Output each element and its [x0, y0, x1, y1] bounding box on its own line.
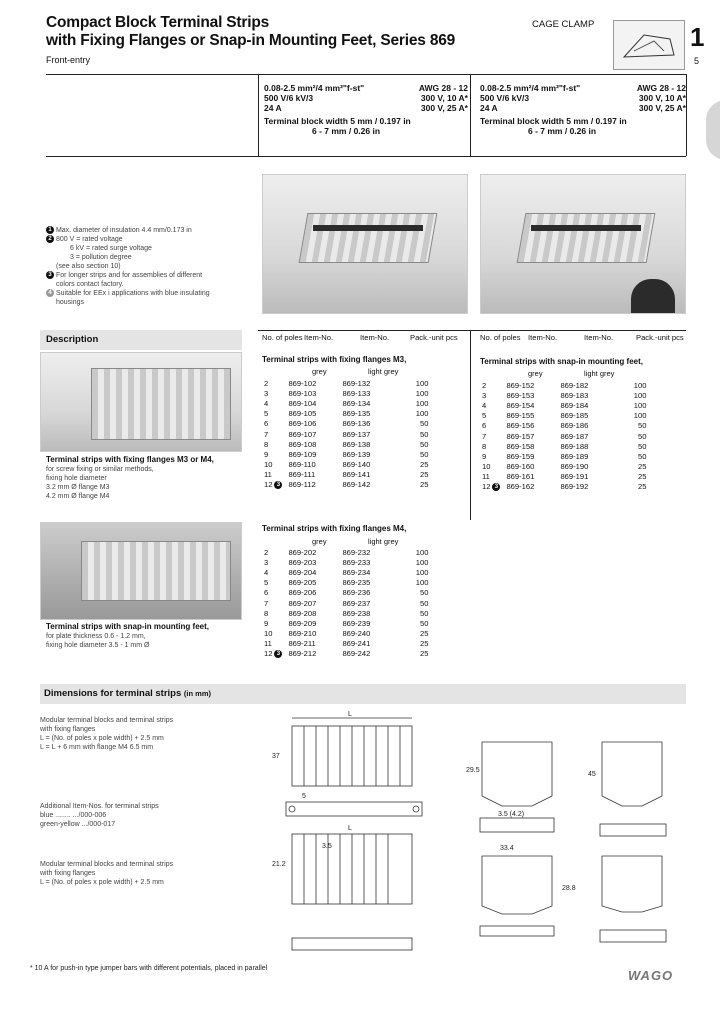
- table-row: [480, 472, 648, 482]
- description-photo-snap: [40, 522, 242, 620]
- table-row: [262, 608, 430, 618]
- dimension-notes-3: Modular terminal blocks and terminal strips with fixing flanges L = (No. of poles x pole width) + 2.5 mm: [40, 861, 174, 886]
- dimension-label: L: [348, 825, 352, 832]
- table-row: [262, 378, 430, 388]
- table-cell: 869-107: [288, 429, 317, 439]
- wago-logo: WAGO: [628, 968, 674, 983]
- table-cell: 869-202: [288, 547, 317, 557]
- description-photo-flange: [40, 352, 242, 452]
- table-row: [262, 480, 430, 490]
- dimension-label: 3.5 (4.2): [498, 811, 525, 818]
- table-cell: 869-161: [506, 472, 535, 482]
- product-photo-snap: [480, 174, 686, 314]
- table-cell: 100: [415, 398, 429, 408]
- table-cell: 869-152: [506, 380, 535, 390]
- table-cell: 50: [420, 449, 429, 459]
- table-cell: 50: [638, 441, 647, 451]
- table-cell: 869-206: [288, 588, 317, 598]
- table-cell: 25: [638, 482, 647, 492]
- table-cell: 11: [264, 639, 272, 649]
- page-number: 1: [690, 22, 705, 52]
- dimension-label: 3.5: [322, 843, 332, 850]
- brand-tag: CAGE CLAMP: [532, 19, 595, 30]
- table-cell: 50: [420, 439, 429, 449]
- table-cell: 9: [482, 451, 487, 461]
- table-row: [480, 441, 648, 451]
- table-cell: 869-232: [342, 547, 371, 557]
- table-cell: 869-239: [342, 618, 371, 628]
- table-cell: 869-111: [288, 470, 316, 480]
- table-row: [262, 460, 430, 470]
- light-grey-label-right: light grey: [584, 369, 615, 378]
- table-cell: 7: [264, 429, 269, 439]
- table-cell: 4: [264, 398, 269, 408]
- table-cell: 869-132: [342, 378, 371, 388]
- table-cell: 100: [415, 547, 429, 557]
- dimension-label: 28.8: [562, 885, 576, 892]
- table-cell: 869-208: [288, 608, 317, 618]
- table-cell: 4: [482, 400, 487, 410]
- table-cell: 12 3: [262, 649, 284, 659]
- table-cell: 869-191: [560, 472, 589, 482]
- table-cell: 869-159: [506, 451, 535, 461]
- table-row: [480, 462, 648, 472]
- title-line-2: with Fixing Flanges or Snap-in Mounting Feet, Series 869: [46, 32, 456, 49]
- dimension-label: 29.5: [466, 767, 480, 774]
- table-row: [480, 411, 648, 421]
- table-cell: 869-160: [506, 462, 535, 472]
- table-cell: 100: [415, 409, 429, 419]
- dimension-label: 5: [302, 793, 306, 800]
- table-row: [262, 547, 430, 557]
- table-cell: 7: [482, 431, 487, 441]
- table-cell: 869-234: [342, 567, 371, 577]
- table-cell: 5: [482, 411, 487, 421]
- table-cell: 100: [633, 400, 647, 410]
- tab-marker: [706, 100, 720, 160]
- table-cell: 869-192: [560, 482, 589, 492]
- dimension-label: 21.2: [272, 861, 286, 868]
- table-cell: 10: [264, 629, 273, 639]
- table-cell: 50: [420, 608, 429, 618]
- table-cell: 869-162: [506, 482, 535, 492]
- table-cell: 869-134: [342, 398, 371, 408]
- description-header: Description: [40, 330, 242, 350]
- table-cell: 50: [638, 421, 647, 431]
- table-row: [262, 419, 430, 429]
- table-row: [262, 470, 430, 480]
- table-cell: 869-155: [506, 411, 535, 421]
- table-cell: 869-205: [288, 578, 317, 588]
- table-cell: 869-154: [506, 400, 535, 410]
- table-cell: 869-210: [288, 629, 317, 639]
- table-row: [262, 598, 430, 608]
- table-cell: 3: [482, 390, 487, 400]
- table-row: [262, 588, 430, 598]
- table-cell: 869-153: [506, 390, 535, 400]
- caption-snap: Terminal strips with snap-in mounting feet, for plate thickness 0.6 - 1.2 mm, fixing hole diameter 3.5 - 1 mm Ø: [46, 622, 209, 649]
- table-cell: 869-108: [288, 439, 317, 449]
- table-cell: 869-109: [288, 449, 317, 459]
- table-m3: [262, 378, 430, 490]
- table-row: [480, 390, 648, 400]
- table-cell: 869-185: [560, 411, 589, 421]
- product-photo-flange: [262, 174, 468, 314]
- table-cell: 7: [264, 598, 269, 608]
- table-cell: 869-235: [342, 578, 371, 588]
- table-cell: 869-238: [342, 608, 371, 618]
- table-cell: 869-157: [506, 431, 535, 441]
- table-row: [480, 421, 648, 431]
- table-cell: 50: [420, 419, 429, 429]
- table-cell: 12 3: [262, 480, 284, 490]
- table-row: [262, 409, 430, 419]
- grey-label-m4: grey: [312, 537, 327, 546]
- table-cell: 100: [415, 557, 429, 567]
- table-cell: 869-138: [342, 439, 371, 449]
- table-cell: 869-139: [342, 449, 371, 459]
- table-cell: 4: [264, 567, 269, 577]
- table-cell: 869-142: [342, 480, 371, 490]
- table-cell: 10: [482, 462, 491, 472]
- table-row: [262, 567, 430, 577]
- table-cell: 25: [420, 649, 429, 659]
- table-cell: 9: [264, 618, 269, 628]
- table-cell: 869-207: [288, 598, 317, 608]
- table-row: [262, 449, 430, 459]
- table-cell: 11: [482, 472, 490, 482]
- table-cell: 869-135: [342, 409, 371, 419]
- table-cell: 869-186: [560, 421, 589, 431]
- table-cell: 3: [264, 557, 269, 567]
- table-cell: 869-190: [560, 462, 589, 472]
- table-cell: 3: [264, 388, 269, 398]
- table-cell: 25: [638, 472, 647, 482]
- table-cell: 869-156: [506, 421, 535, 431]
- table-cell: 869-233: [342, 557, 371, 567]
- table-cell: 8: [482, 441, 487, 451]
- table-cell: 100: [415, 578, 429, 588]
- table-m4: [262, 547, 430, 659]
- table-cell: 100: [415, 567, 429, 577]
- dimensions-header: Dimensions for terminal strips (in mm): [40, 684, 686, 704]
- table-row: [262, 618, 430, 628]
- table-header-right: No. of poles Item-No. Item-No. Pack.-unit pcs: [480, 333, 684, 342]
- table-cell: 869-137: [342, 429, 371, 439]
- notes: 1 Max. diameter of insulation 4.4 mm/0.173 in 2 800 V = rated voltage 6 kV = rated surge voltage 3 = pollution degree (see also section 10) 3 For longer strips and for assemblies of different colors contact factory. 4 Suitable for EEx i applications with blue insulating housings: [46, 226, 251, 307]
- table-row: [262, 629, 430, 639]
- table-cell: 869-104: [288, 398, 317, 408]
- table-cell: 869-188: [560, 441, 589, 451]
- table-cell: 869-211: [288, 639, 316, 649]
- table-cell: 2: [264, 378, 269, 388]
- spec-right: 0.08-2.5 mm²/4 mm²"f-st" AWG 28 - 12 500 V/6 kV/3 300 V, 10 A* 24 A 300 V, 25 A* Terminal block width 5 mm / 0.197 in 6 - 7 mm / 0.26 in: [480, 83, 686, 136]
- table-m4-title: Terminal strips with fixing flanges M4,: [262, 524, 407, 533]
- table-cell: 8: [264, 439, 269, 449]
- table-cell: 869-102: [288, 378, 317, 388]
- table-cell: 5: [264, 578, 269, 588]
- table-cell: 5: [264, 409, 269, 419]
- table-cell: 869-203: [288, 557, 317, 567]
- table-snap: [480, 380, 648, 492]
- table-cell: 6: [482, 421, 487, 431]
- footnote: * 10 A for push-in type jumper bars with different potentials, placed in parallel: [30, 965, 268, 972]
- table-cell: 869-240: [342, 629, 371, 639]
- table-cell: 869-141: [342, 470, 371, 480]
- table-snap-title: Terminal strips with snap-in mounting feet,: [480, 357, 643, 366]
- table-cell: 869-182: [560, 380, 589, 390]
- table-cell: 869-112: [288, 480, 316, 490]
- table-row: [262, 439, 430, 449]
- table-cell: 50: [638, 431, 647, 441]
- dimension-label: 45: [588, 771, 596, 778]
- dimension-notes-1: Modular terminal blocks and terminal strips with fixing flanges L = (No. of poles x pole width) + 2.5 mm L = L + 6 mm with flange M4 6.5 mm: [40, 717, 174, 751]
- table-cell: 869-158: [506, 441, 535, 451]
- table-cell: 50: [420, 429, 429, 439]
- table-cell: 869-103: [288, 388, 317, 398]
- table-cell: 8: [264, 608, 269, 618]
- table-cell: 869-183: [560, 390, 589, 400]
- table-cell: 869-204: [288, 567, 317, 577]
- table-row: [262, 388, 430, 398]
- table-row: [262, 639, 430, 649]
- table-cell: 6: [264, 588, 269, 598]
- page-sub: 5: [694, 56, 700, 66]
- table-cell: 25: [420, 470, 429, 480]
- table-row: [262, 557, 430, 567]
- table-cell: 100: [415, 378, 429, 388]
- dimension-label: L: [348, 711, 352, 718]
- table-row: [262, 649, 430, 659]
- clamp-illustration: [613, 20, 685, 70]
- table-cell: 25: [638, 462, 647, 472]
- table-cell: 50: [638, 451, 647, 461]
- table-header-left: No. of poles Item-No. Item-No. Pack.-unit pcs: [262, 333, 458, 342]
- table-row: [480, 431, 648, 441]
- grey-label-right: grey: [528, 369, 543, 378]
- table-cell: 25: [420, 629, 429, 639]
- table-row: [262, 578, 430, 588]
- table-cell: 869-133: [342, 388, 371, 398]
- table-cell: 50: [420, 618, 429, 628]
- table-m3-title: Terminal strips with fixing flanges M3,: [262, 355, 407, 364]
- table-cell: 869-237: [342, 598, 371, 608]
- table-cell: 2: [264, 547, 269, 557]
- table-cell: 869-105: [288, 409, 317, 419]
- table-cell: 25: [420, 639, 429, 649]
- table-cell: 869-110: [288, 460, 316, 470]
- table-row: [480, 451, 648, 461]
- table-cell: 869-136: [342, 419, 371, 429]
- table-cell: 2: [482, 380, 487, 390]
- dimension-label: 37: [272, 753, 280, 760]
- table-cell: 869-212: [288, 649, 317, 659]
- dimension-label: 33.4: [500, 845, 514, 852]
- table-cell: 869-187: [560, 431, 589, 441]
- table-cell: 100: [633, 390, 647, 400]
- table-row: [480, 482, 648, 492]
- table-cell: 869-140: [342, 460, 371, 470]
- table-row: [262, 398, 430, 408]
- table-cell: 25: [420, 460, 429, 470]
- table-cell: 10: [264, 460, 273, 470]
- table-row: [480, 400, 648, 410]
- title-line-1: Compact Block Terminal Strips: [46, 14, 270, 31]
- table-row: [480, 380, 648, 390]
- table-cell: 50: [420, 598, 429, 608]
- table-cell: 100: [415, 388, 429, 398]
- table-cell: 869-189: [560, 451, 589, 461]
- caption-flange: Terminal strips with fixing flanges M3 or M4, for screw fixing or similar methods, fixing hole diameter 3.2 mm Ø flange M3 4.2 mm Ø flange M4: [46, 455, 214, 500]
- table-cell: 9: [264, 449, 269, 459]
- dimension-notes-2: Additional Item-Nos. for terminal strips blue ........ .../000-006 green-yellow .../000-017: [40, 803, 159, 828]
- table-cell: 100: [633, 380, 647, 390]
- table-cell: 25: [420, 480, 429, 490]
- table-cell: 869-241: [342, 639, 371, 649]
- spec-left: 0.08-2.5 mm²/4 mm²"f-st" AWG 28 - 12 500 V/6 kV/3 300 V, 10 A* 24 A 300 V, 25 A* Terminal block width 5 mm / 0.197 in 6 - 7 mm / 0.26 in: [264, 83, 468, 136]
- subtitle: Front-entry: [46, 55, 91, 65]
- grey-label: grey: [312, 367, 327, 376]
- table-cell: 869-106: [288, 419, 317, 429]
- table-cell: 11: [264, 470, 272, 480]
- table-cell: 869-242: [342, 649, 371, 659]
- table-cell: 100: [633, 411, 647, 421]
- table-cell: 869-184: [560, 400, 589, 410]
- dimension-drawings: [262, 706, 686, 956]
- table-cell: 869-236: [342, 588, 371, 598]
- table-cell: 12 3: [480, 482, 502, 492]
- table-cell: 50: [420, 588, 429, 598]
- table-cell: 869-209: [288, 618, 317, 628]
- light-grey-label-m4: light grey: [368, 537, 399, 546]
- table-row: [262, 429, 430, 439]
- table-cell: 6: [264, 419, 269, 429]
- light-grey-label: light grey: [368, 367, 399, 376]
